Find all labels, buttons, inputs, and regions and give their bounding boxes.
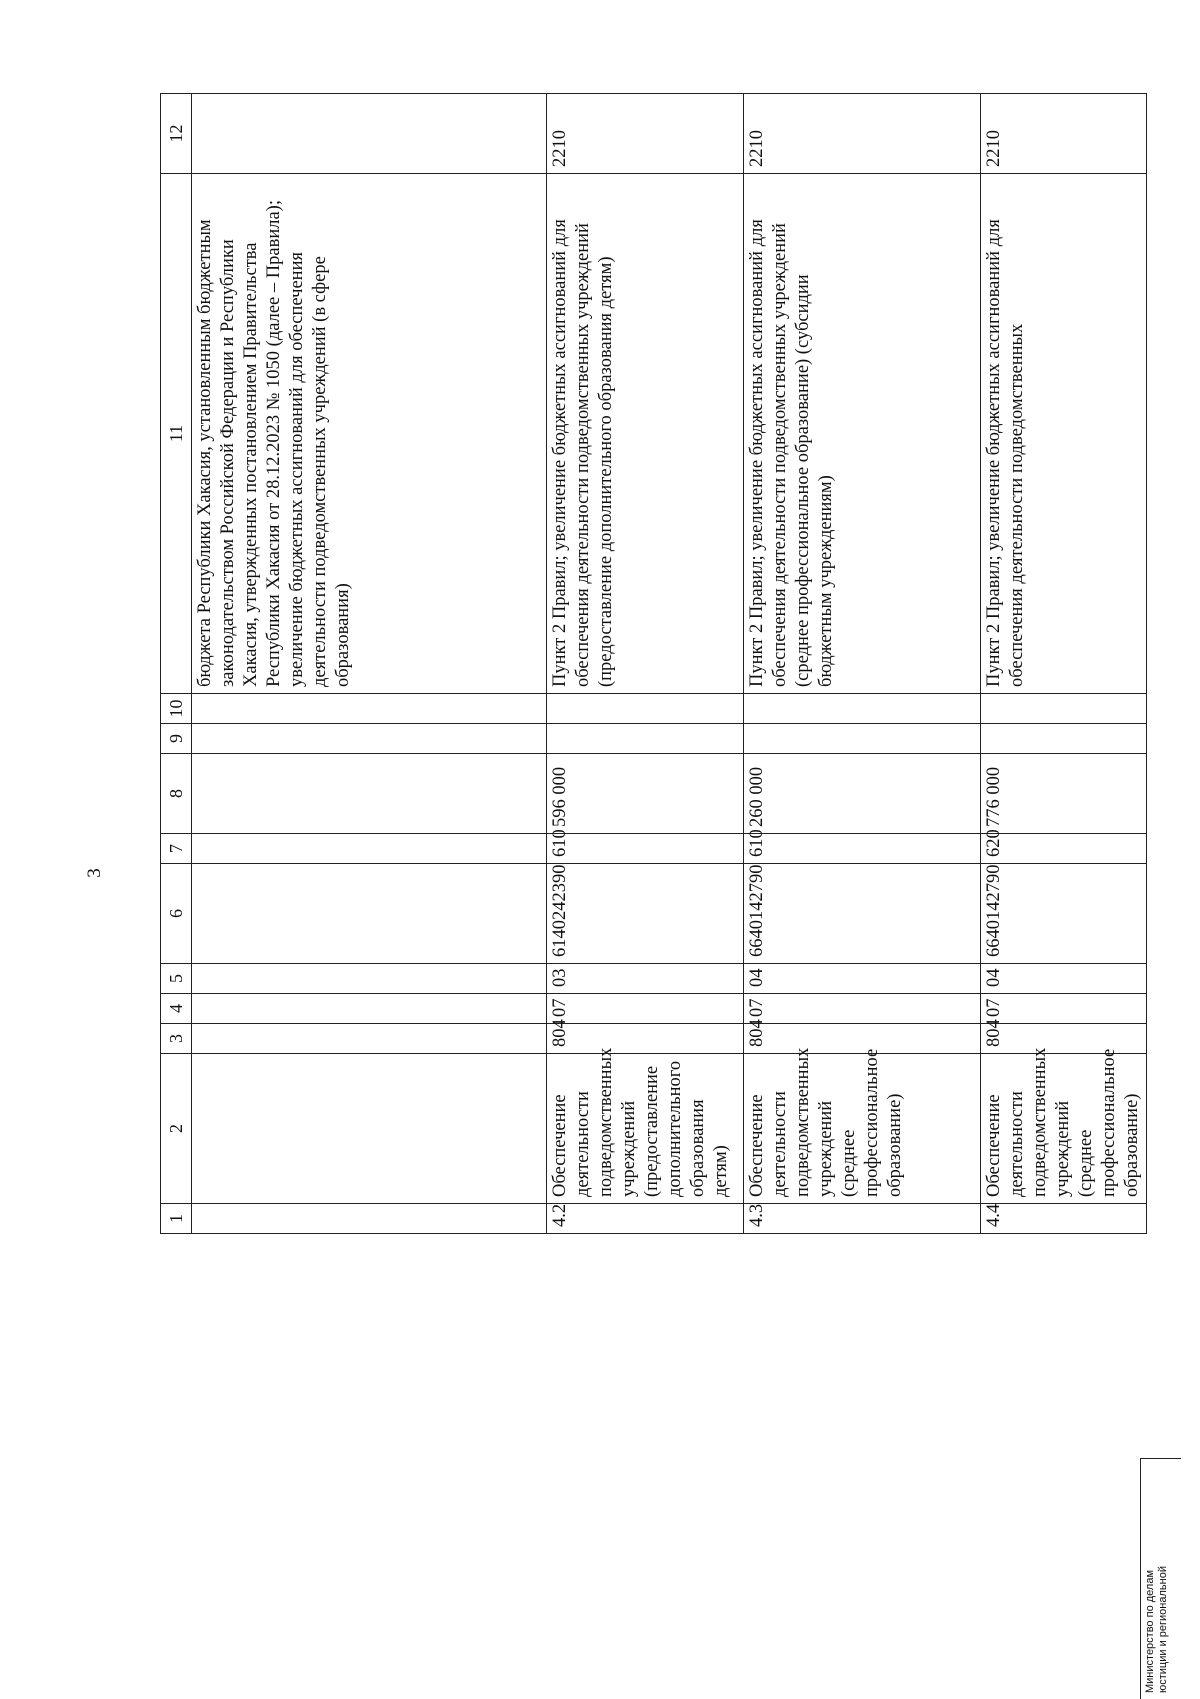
amount (192, 754, 547, 834)
code-section: 07 (744, 994, 981, 1024)
basis-text: Пункт 2 Правил; увеличение бюджетных ассигнований для обеспечения деятельности подведомственных (981, 174, 1147, 694)
stamp-line-1: Министерство по делам (1144, 1569, 1156, 1693)
expense-name: Обеспечение деятельности подведомственных учреждений (предоставление дополнительного образования детям) (547, 1054, 744, 1204)
code-12: 2210 (744, 94, 981, 174)
amount: 776 000 (981, 754, 1147, 834)
header-col-11: 11 (161, 174, 192, 694)
code-ministry: 804 (981, 1024, 1147, 1054)
code-type: 620 (981, 834, 1147, 864)
header-col-9: 9 (161, 724, 192, 754)
expense-name (192, 1054, 547, 1204)
code-12: 2210 (981, 94, 1147, 174)
header-col-1: 1 (161, 1204, 192, 1234)
row-number: 4.3 (744, 1204, 981, 1234)
row-number (192, 1204, 547, 1234)
code-ministry: 804 (744, 1024, 981, 1054)
code-12: 2210 (547, 94, 744, 174)
header-col-12: 12 (161, 94, 192, 174)
expense-name: Обеспечение деятельности подведомственных учреждений (среднее профессиональное образование) (744, 1054, 981, 1204)
header-row (161, 94, 192, 1234)
code-subsection: 04 (744, 964, 981, 994)
basis-text: бюджета Республики Хакасия, установленным бюджетным законодательством Российской Федерации и Республики Хакасия, утвержденных постановлением Правительства Республики Хакасия от 28.12.2023 № 1050 (далее – Правила); увеличение бюджетных ассигнований для обеспечения деятельности подведомственных учреждений (в сфере образования) (192, 174, 547, 694)
budget-table (160, 93, 1147, 1234)
table-row (981, 94, 1147, 1234)
header-col-5: 5 (161, 964, 192, 994)
col-10-cell (547, 694, 744, 724)
code-type: 610 (744, 834, 981, 864)
code-subsection: 03 (547, 964, 744, 994)
row-number: 4.4 (981, 1204, 1147, 1234)
stamp-line-2: юстиции и региональной (1157, 1566, 1169, 1693)
basis-text: Пункт 2 Правил; увеличение бюджетных ассигнований для обеспечения деятельности подведомственных учреждений (среднее профессиональное образование) (субсидии бюджетным учреждениям) (744, 174, 981, 694)
header-col-2: 2 (161, 1054, 192, 1204)
code-section (192, 994, 547, 1024)
amount: 596 000 (547, 754, 744, 834)
stamp-text (1141, 1459, 1181, 1699)
header-col-10: 10 (161, 694, 192, 724)
code-ministry: 804 (547, 1024, 744, 1054)
col-9-cell (192, 724, 547, 754)
header-col-4: 4 (161, 994, 192, 1024)
col-10-cell (192, 694, 547, 724)
header-col-3: 3 (161, 1024, 192, 1054)
code-subsection (192, 964, 547, 994)
code-ministry (192, 1024, 547, 1054)
col-9-cell (547, 724, 744, 754)
code-subsection: 04 (981, 964, 1147, 994)
code-type (192, 834, 547, 864)
registration-stamp (1140, 1458, 1181, 1699)
row-number: 4.2 (547, 1204, 744, 1234)
header-col-8: 8 (161, 754, 192, 834)
code-type: 610 (547, 834, 744, 864)
code-target (192, 864, 547, 964)
amount: 260 000 (744, 754, 981, 834)
basis-text: Пункт 2 Правил; увеличение бюджетных ассигнований для обеспечения деятельности подведомственных учреждений (предоставление дополнительного образования детям) (547, 174, 744, 694)
code-target: 6640142790 (981, 864, 1147, 964)
col-9-cell (981, 724, 1147, 754)
expense-name: Обеспечение деятельности подведомственных учреждений (среднее профессиональное образование) (981, 1054, 1147, 1204)
col-10-cell (981, 694, 1147, 724)
table-row (192, 94, 547, 1234)
code-section: 07 (981, 994, 1147, 1024)
header-col-6: 6 (161, 864, 192, 964)
page-number: 3 (84, 868, 105, 878)
col-10-cell (744, 694, 981, 724)
code-12 (192, 94, 547, 174)
col-9-cell (744, 724, 981, 754)
table-row (547, 94, 744, 1234)
table-row (744, 94, 981, 1234)
budget-table-rotated (160, 94, 1142, 1234)
header-col-7: 7 (161, 834, 192, 864)
code-section: 07 (547, 994, 744, 1024)
code-target: 6640142790 (744, 864, 981, 964)
code-target: 6140242390 (547, 864, 744, 964)
